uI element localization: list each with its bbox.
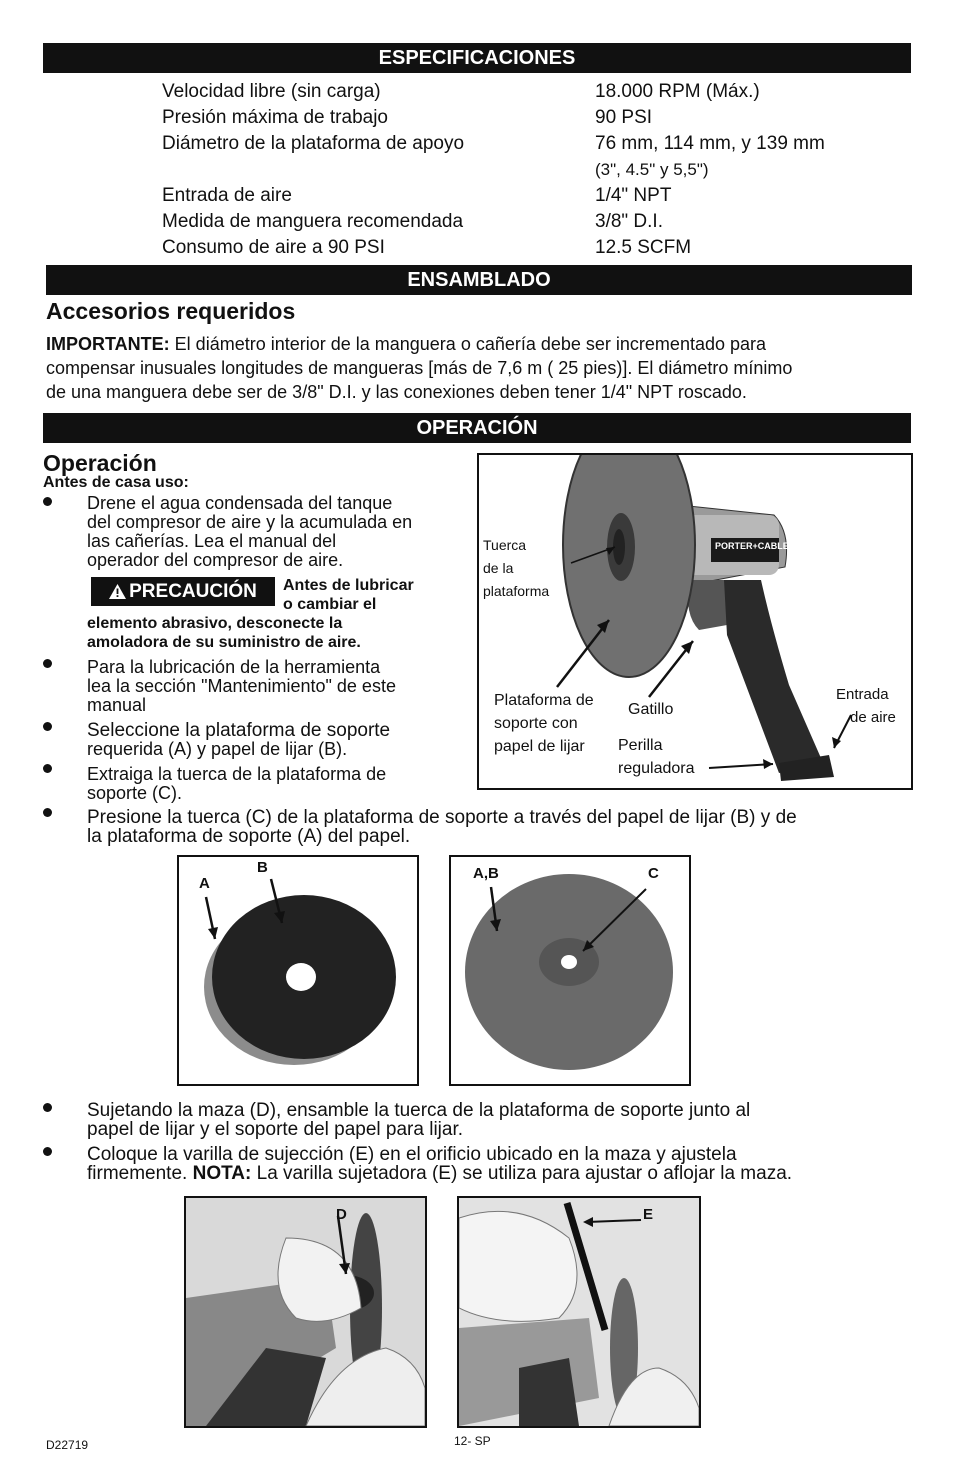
caution-badge-label: PRECAUCIÓN xyxy=(129,580,257,602)
label-d: D xyxy=(336,1206,347,1223)
bullet xyxy=(43,722,52,731)
label-c: C xyxy=(648,865,659,882)
spec-value: 90 PSI xyxy=(595,107,653,128)
bullet-line: del compresor de aire y la acumulada en xyxy=(87,512,413,532)
subheading: Antes de casa uso: xyxy=(43,474,189,491)
bullet-line xyxy=(87,1164,792,1183)
paragraph-line: compensar inusuales longitudes de mangueras [más de 7,6 m ( 25 pies)]. El diámetro mínimo xyxy=(46,358,793,378)
operation-header: OPERACIÓN xyxy=(43,413,911,443)
photo-figure-d xyxy=(184,1196,427,1428)
bullet-line: Seleccione la plataforma de soporte xyxy=(87,720,391,741)
bullet-line: manual xyxy=(87,695,147,715)
warning-icon xyxy=(109,584,126,599)
paragraph-line: El diámetro interior de la manguera o cañería debe ser incrementado para xyxy=(174,334,767,354)
spec-value: 3/8" D.I. xyxy=(595,211,663,232)
label-b: B xyxy=(257,859,268,876)
photo-figure-e xyxy=(457,1196,701,1428)
spec-label: Entrada de aire xyxy=(162,185,292,206)
bullet-line: la plataforma de soporte (A) del papel. xyxy=(87,826,411,847)
section-heading: Operación xyxy=(43,450,157,476)
hand-assembly-illustration xyxy=(186,1198,425,1426)
caution-badge xyxy=(91,577,275,606)
disc-figure-abc xyxy=(449,855,691,1086)
caption-line: Plataforma de xyxy=(494,692,594,709)
caption-line: Perilla xyxy=(618,737,663,754)
spec-label: Velocidad libre (sin carga) xyxy=(162,81,381,102)
specs-header: ESPECIFICACIONES xyxy=(43,43,911,73)
hand-rod-illustration xyxy=(459,1198,699,1426)
caution-text: Antes de lubricar xyxy=(283,577,414,594)
bullet-line: Para la lubricación de la herramienta xyxy=(87,657,381,677)
bullet-line: soporte (C). xyxy=(87,783,183,803)
important-label: IMPORTANTE: xyxy=(46,334,170,354)
spec-label: Presión máxima de trabajo xyxy=(162,107,388,128)
text-run: firmemente. xyxy=(87,1163,193,1184)
spec-value: 12.5 SCFM xyxy=(595,237,692,258)
bullet xyxy=(43,1147,52,1156)
bullet-line: Coloque la varilla de sujección (E) en el orificio ubicado en la maza y ajustela xyxy=(87,1144,737,1165)
caption-line: reguladora xyxy=(618,760,695,777)
bullet-line: requerida (A) y papel de lijar (B). xyxy=(87,739,348,759)
label-a: A xyxy=(199,875,210,892)
bullet-line: Presione la tuerca (C) de la plataforma de soporte a través del papel de lijar (B) y de xyxy=(87,807,797,828)
brand-logo: PORTER+CABLE xyxy=(715,541,789,551)
important-paragraph xyxy=(46,333,766,356)
bullet xyxy=(43,659,52,668)
caption-line: de la xyxy=(483,560,514,576)
disc-illustration xyxy=(451,857,689,1084)
caption-line: Gatillo xyxy=(628,701,674,718)
tool-figure xyxy=(477,453,913,790)
disc-illustration xyxy=(179,857,417,1084)
caption-line: papel de lijar xyxy=(494,738,585,755)
bullet-line: Extraiga la tuerca de la plataforma de xyxy=(87,764,387,784)
caution-text: elemento abrasivo, desconecte la xyxy=(87,615,343,632)
bullet-line: las cañerías. Lea el manual del xyxy=(87,531,337,551)
caution-text: amoladora de su suministro de aire. xyxy=(87,634,361,651)
page-number: 12- SP xyxy=(454,1434,491,1448)
bullet-line: Drene el agua condensada del tanque xyxy=(87,493,393,513)
bullet xyxy=(43,1103,52,1112)
caution-text: o cambiar el xyxy=(283,596,377,613)
caption-line: soporte con xyxy=(494,715,578,732)
disc-figure-ab xyxy=(177,855,419,1086)
bullet-line: lea la sección "Mantenimiento" de este xyxy=(87,676,396,696)
caption-line: plataforma xyxy=(483,583,550,599)
spec-value: 18.000 RPM (Máx.) xyxy=(595,81,760,102)
spec-value: 76 mm, 114 mm, y 139 mm xyxy=(595,133,825,154)
bullet xyxy=(43,808,52,817)
spec-value: 1/4" NPT xyxy=(595,185,672,206)
note-label: NOTA: xyxy=(192,1163,252,1184)
spec-label: Consumo de aire a 90 PSI xyxy=(162,237,385,258)
spec-value-imperial: (3", 4.5" y 5,5") xyxy=(595,160,709,179)
caption-line: Entrada xyxy=(836,686,889,703)
bullet xyxy=(43,497,52,506)
caption-line: de aire xyxy=(850,709,896,726)
bullet xyxy=(43,764,52,773)
bullet-line: papel de lijar y el soporte del papel para lijar. xyxy=(87,1119,464,1140)
spec-label: Medida de manguera recomendada xyxy=(162,211,464,232)
label-ab: A,B xyxy=(473,865,499,882)
bullet-line: Sujetando la maza (D), ensamble la tuerca de la plataforma de soporte junto al xyxy=(87,1100,751,1121)
spec-label: Diámetro de la plataforma de apoyo xyxy=(162,133,465,154)
bullet-line: operador del compresor de aire. xyxy=(87,550,344,570)
paragraph-line: de una manguera debe ser de 3/8" D.I. y las conexiones deben tener 1/4" NPT roscado. xyxy=(46,382,747,402)
label-e: E xyxy=(643,1206,654,1223)
doc-id: D22719 xyxy=(46,1438,89,1452)
section-heading: Accesorios requeridos xyxy=(46,298,296,324)
assembly-header: ENSAMBLADO xyxy=(46,265,912,295)
text-run: La varilla sujetadora (E) se utiliza para ajustar o aflojar la maza. xyxy=(251,1163,793,1184)
caption-line: Tuerca xyxy=(483,537,527,553)
